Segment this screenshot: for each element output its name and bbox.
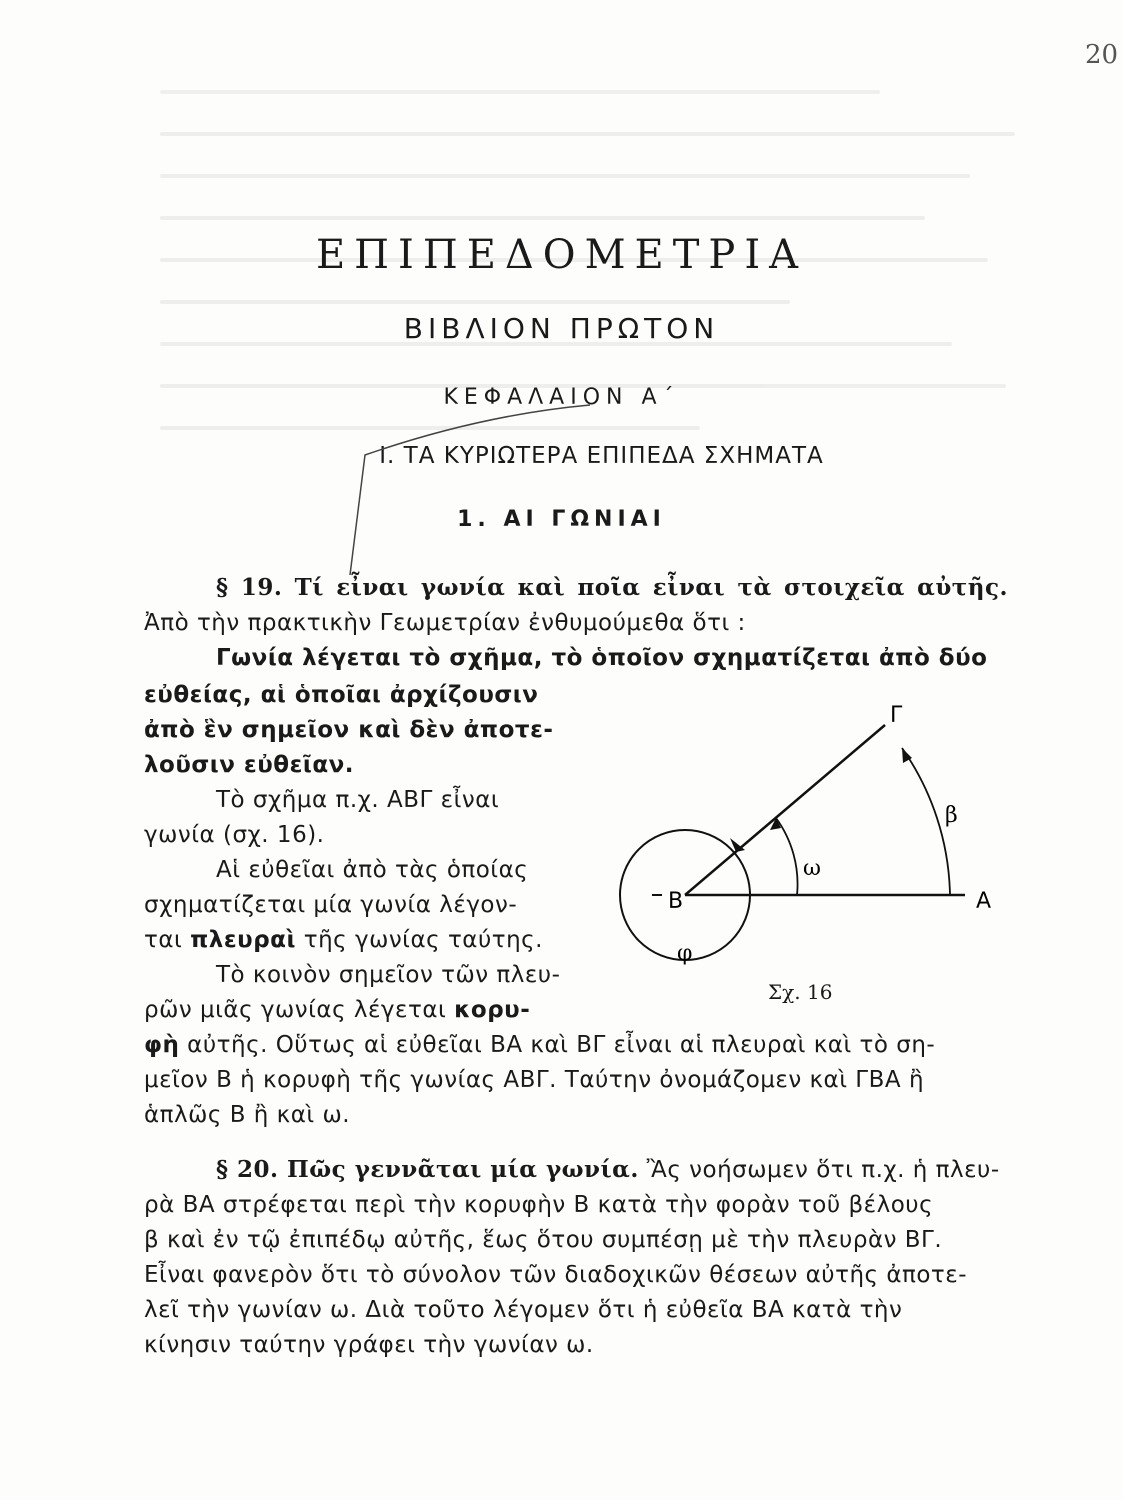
example-line-2: γωνία (σχ. 16).: [144, 822, 325, 848]
definition-line-3: ἀπὸ ἓν σημεῖον καὶ δὲν ἀποτε-: [144, 717, 554, 743]
paragraph-19-left-column: [144, 678, 604, 1028]
paragraph-20-heading: § 20. Πῶς γεννᾶται μία γωνία.: [216, 1156, 639, 1183]
figure-caption: Σχ. 16: [768, 980, 833, 1004]
definition-line-2: εὐθείας, αἱ ὁποῖαι ἀρχίζουσιν: [144, 682, 539, 708]
vertex-line-2: [144, 993, 604, 1028]
paragraph-20-line-6: κίνησιν ταύτην γράφει τὴν γωνίαν ω.: [144, 1332, 594, 1358]
sides-line-2: σχηματίζεται μία γωνία λέγον-: [144, 892, 518, 918]
paragraph-19-intro-text: Ἀπὸ τὴν πρακτικὴν Γεωμετρίαν ἐνθυμούμεθα ὅτι :: [144, 610, 746, 636]
omega-arc: [776, 818, 798, 895]
vertex-term-start: κορυ-: [454, 997, 531, 1023]
sides-term: πλευραὶ: [190, 927, 296, 953]
label-g: Γ: [890, 703, 903, 728]
beta-arc: [902, 748, 950, 895]
paragraph-20-line-2: ρὰ ΒΑ στρέφεται περὶ τὴν κορυφὴν Β κατὰ τὴν φορὰν τοῦ βέλους: [144, 1192, 934, 1218]
subsection-heading: 1. ΑΙ ΓΩΝΙΑΙ: [457, 507, 666, 532]
label-a: Α: [976, 889, 992, 914]
paragraph-19-intro: [144, 570, 1008, 676]
sides-line-3: [144, 923, 604, 958]
vertex-line-1: Τὸ κοινὸν σημεῖον τῶν πλευ-: [216, 962, 561, 988]
page-title: ΕΠΙΠΕΔΟΜΕΤΡΙΑ: [315, 232, 808, 278]
paragraph-20: [144, 1152, 1008, 1363]
vertex-line-3: αὐτῆς. Οὕτως αἱ εὐθεῖαι ΒΑ καὶ ΒΓ εἶναι αἱ πλευραὶ καὶ τὸ ση-: [179, 1032, 936, 1058]
sides-line-3-end: τῆς γωνίας ταύτης.: [295, 927, 543, 953]
paragraph-20-line-3: β καὶ ἐν τῷ ἐπιπέδῳ αὐτῆς, ἕως ὅτου συμπέσῃ μὲ τὴν πλευρὰν ΒΓ.: [144, 1227, 943, 1253]
definition-line-1: Γωνία λέγεται τὸ σχῆμα, τὸ ὁποῖον σχηματίζεται ἀπὸ δύο: [216, 645, 988, 671]
label-omega: ω: [803, 856, 821, 881]
section-heading: Ι. ΤΑ ΚΥΡΙΩΤΕΡΑ ΕΠΙΠΕΔΑ ΣΧΗΜΑΤΑ: [379, 443, 824, 469]
paragraph-20-line-5: λεῖ τὴν γωνίαν ω. Διὰ τοῦτο λέγομεν ὅτι ἡ εὐθεῖα ΒΑ κατὰ τὴν: [144, 1297, 903, 1323]
vertex-line-2-start: ρῶν μιᾶς γωνίας λέγεται: [144, 997, 455, 1023]
sides-line-1: Αἱ εὐθεῖαι ἀπὸ τὰς ὁποίας: [216, 857, 529, 883]
vertex-term-end: φὴ: [144, 1032, 180, 1058]
chapter-heading: ΚΕΦΑΛΑΙΟΝ Α΄: [443, 385, 680, 410]
page-number: 20: [1085, 40, 1119, 70]
vertex-line-5: ἁπλῶς Β ἢ καὶ ω.: [144, 1102, 351, 1128]
figure-16-angle-diagram: [600, 690, 1040, 1020]
paragraph-20-line-1: Ἂς νοήσωμεν ὅτι π.χ. ἡ πλευ-: [638, 1157, 1000, 1183]
paragraph-20-line-4: Εἶναι φανερὸν ὅτι τὸ σύνολον τῶν διαδοχικῶν θέσεων αὐτῆς ἀποτε-: [144, 1262, 968, 1288]
paragraph-19-heading: § 19. Τί εἶναι γωνία καὶ ποῖα εἶναι τὰ στοιχεῖα αὐτῆς.: [216, 574, 1008, 601]
vertex-line-4: μεῖον Β ἡ κορυφὴ τῆς γωνίας ΑΒΓ. Ταύτην ὀνομάζομεν καὶ ΓΒΑ ἢ: [144, 1067, 925, 1093]
label-beta: β: [945, 803, 958, 828]
sides-line-3-start: ται: [144, 927, 191, 953]
pencil-mark: [330, 395, 780, 575]
label-phi: φ: [677, 941, 693, 966]
book-heading: ΒΙΒΛΙΟΝ ΠΡΩΤΟΝ: [403, 312, 720, 345]
example-line-1: Τὸ σχῆμα π.χ. ΑΒΓ εἶναι: [216, 787, 500, 813]
definition-line-4: λοῦσιν εὐθεῖαν.: [144, 752, 355, 778]
side-bg: [685, 725, 885, 895]
label-b: Β: [668, 889, 684, 914]
paragraph-19-continuation: [144, 1028, 1008, 1133]
